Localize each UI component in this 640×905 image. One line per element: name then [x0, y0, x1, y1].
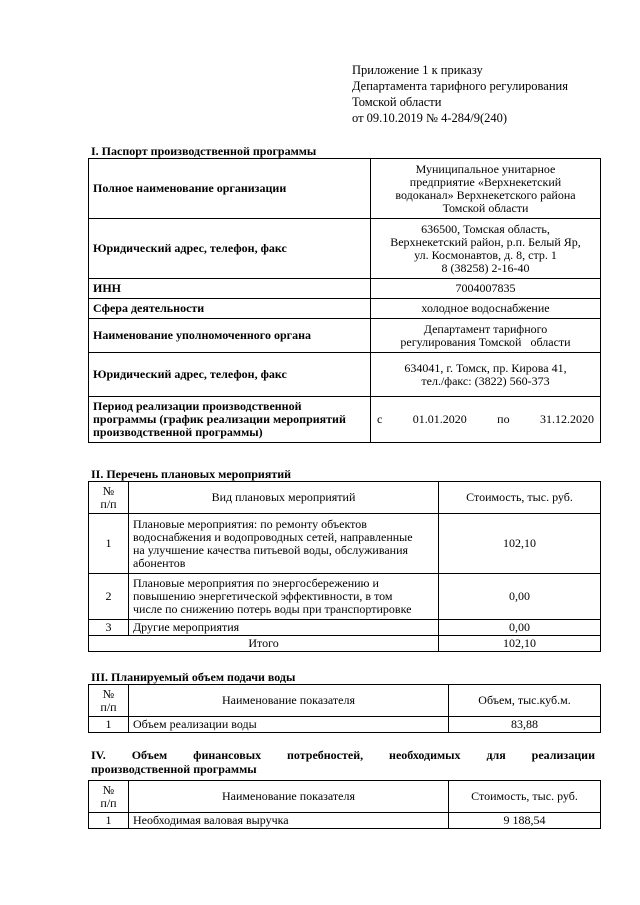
appendix-line-4: от 09.10.2019 № 4-284/9(240)	[352, 111, 508, 125]
table-row	[89, 620, 601, 636]
col-header-cost: Стоимость, тыс. руб.	[439, 482, 601, 514]
activities-header-row	[89, 482, 601, 514]
passport-value: 634041, г. Томск, пр. Кирова 41, тел./факс: (3822) 560-373	[371, 353, 601, 397]
row-cost: 0,00	[439, 620, 601, 636]
row-name: Объем реализации воды	[129, 717, 449, 733]
row-name: Плановые мероприятия: по ремонту объектов водоснабжения и водопроводных сетей, направленные на улучшение качества питьевой воды, обслуживания абонентов	[129, 514, 439, 574]
passport-table	[88, 158, 601, 443]
volume-header-row	[89, 685, 601, 717]
passport-row	[89, 219, 601, 279]
volume-table	[88, 684, 601, 733]
row-num: 1	[89, 813, 129, 829]
appendix-line-3: Томской области	[352, 95, 442, 109]
financial-header-row	[89, 781, 601, 813]
passport-label: Юридический адрес, телефон, факс	[89, 353, 371, 397]
total-value: 102,10	[439, 636, 601, 652]
passport-label: Юридический адрес, телефон, факс	[89, 219, 371, 279]
passport-row	[89, 299, 601, 319]
activities-table	[88, 481, 601, 652]
period-label: Период реализации производственной программы (график реализации мероприятий производственной программы)	[89, 397, 371, 443]
passport-label: ИНН	[89, 279, 371, 299]
passport-row	[89, 159, 601, 219]
row-cost: 0,00	[439, 574, 601, 620]
col-header-num: № п/п	[89, 781, 129, 813]
total-row	[89, 636, 601, 652]
row-value: 83,88	[449, 717, 601, 733]
passport-label: Сфера деятельности	[89, 299, 371, 319]
period-to-prefix: по	[497, 412, 510, 426]
passport-row	[89, 279, 601, 299]
table-row	[89, 717, 601, 733]
col-header-name: Вид плановых мероприятий	[129, 482, 439, 514]
col-header-name: Наименование показателя	[129, 781, 449, 813]
section-4-title-line-2: производственной программы	[91, 762, 257, 776]
passport-value: Департамент тарифного регулирования Томской области	[371, 319, 601, 353]
row-num: 2	[89, 574, 129, 620]
passport-label: Наименование уполномоченного органа	[89, 319, 371, 353]
row-num: 1	[89, 717, 129, 733]
financial-table	[88, 780, 601, 829]
row-name: Необходимая валовая выручка	[129, 813, 449, 829]
passport-row	[89, 353, 601, 397]
total-label: Итого	[89, 636, 439, 652]
period-from: 01.01.2020	[412, 412, 467, 426]
appendix-line-1: Приложение 1 к приказу	[352, 63, 483, 77]
table-row	[89, 514, 601, 574]
row-name: Другие мероприятия	[129, 620, 439, 636]
appendix-header	[352, 62, 568, 126]
passport-row	[89, 319, 601, 353]
passport-value: 7004007835	[371, 279, 601, 299]
appendix-line-2: Департамента тарифного регулирования	[352, 79, 568, 93]
section-2-title: II. Перечень плановых мероприятий	[91, 467, 292, 481]
table-row	[89, 574, 601, 620]
col-header-num: № п/п	[89, 482, 129, 514]
period-from-prefix: с	[377, 412, 383, 426]
row-num: 3	[89, 620, 129, 636]
period-to: 31.12.2020	[539, 412, 594, 426]
section-4-title	[91, 748, 595, 776]
period-value	[371, 397, 601, 443]
passport-label: Полное наименование организации	[89, 159, 371, 219]
col-header-name: Наименование показателя	[129, 685, 449, 717]
row-num: 1	[89, 514, 129, 574]
section-4-title-line-1: IV. Объем финансовых потребностей, необходимых для реализации	[91, 748, 595, 762]
col-header-cost: Стоимость, тыс. руб.	[449, 781, 601, 813]
table-row	[89, 813, 601, 829]
section-3-title: III. Планируемый объем подачи воды	[91, 670, 296, 684]
section-1-title: I. Паспорт производственной программы	[91, 144, 317, 158]
row-cost: 102,10	[439, 514, 601, 574]
passport-value: холодное водоснабжение	[371, 299, 601, 319]
col-header-value: Объем, тыс.куб.м.	[449, 685, 601, 717]
col-header-num: № п/п	[89, 685, 129, 717]
passport-value: 636500, Томская область, Верхнекетский район, р.п. Белый Яр, ул. Космонавтов, д. 8, стр. 1 8 (38258) 2-16-40	[371, 219, 601, 279]
passport-value: Муниципальное унитарное предприятие «Верхнекетский водоканал» Верхнекетского района Томской области	[371, 159, 601, 219]
row-cost: 9 188,54	[449, 813, 601, 829]
row-name: Плановые мероприятия по энергосбережению и повышению энергетической эффективности, в том числе по снижению потерь воды при транспортировке	[129, 574, 439, 620]
passport-row-period	[89, 397, 601, 443]
